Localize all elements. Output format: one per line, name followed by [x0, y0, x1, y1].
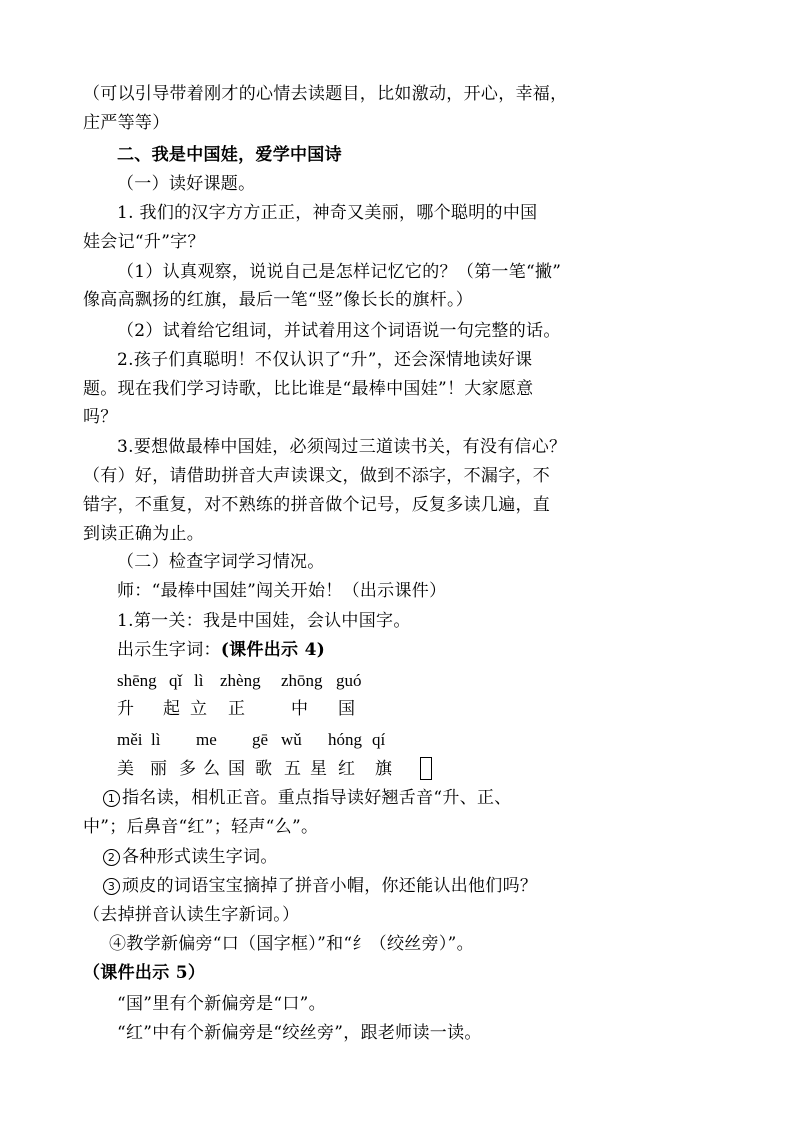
hanzi-item: 起: [163, 699, 180, 719]
hanzi-item: 正: [228, 699, 245, 719]
section-heading: 二、我是中国娃，爱学中国诗: [117, 145, 342, 165]
hanzi-item: 国: [228, 759, 245, 779]
pinyin-item: zhōng: [281, 671, 323, 690]
courseware-note: （课件出示 5）: [83, 963, 206, 983]
paragraph-line: 1.第一关：我是中国娃，会认中国字。: [117, 611, 411, 631]
paragraph-line: 3.要想做最棒中国娃，必须闯过三道读书关，有没有信心？: [117, 437, 567, 457]
paragraph-line: 吗？: [83, 407, 118, 427]
paragraph-line: 像高高飘扬的红旗，最后一笔“竖”像长长的旗杆。）: [83, 290, 474, 310]
hanzi-item: 丽: [150, 759, 167, 779]
paragraph-line: （1）认真观察，说说自己是怎样记忆它的？（第一笔“撇”: [117, 262, 562, 282]
pinyin-item: qǐ: [169, 671, 183, 690]
hanzi-item: 歌: [255, 759, 272, 779]
paragraph-line: 错字，不重复，对不熟练的拼音做个记号，反复多读几遍，直: [83, 495, 551, 515]
subsection-heading: （二）检查字词学习情况。: [117, 552, 325, 572]
hanzi-item: 五: [284, 759, 301, 779]
paragraph-line: 2.孩子们真聪明！不仅认识了“升”，还会深情地读好课: [117, 350, 533, 370]
paragraph-line: [103, 787, 512, 809]
hanzi-item: 立: [190, 699, 207, 719]
list-item-text: 顽皮的词语宝宝摘掉了拼音小帽，你还能认出他们吗？: [122, 876, 538, 896]
hanzi-item: 么: [203, 759, 220, 779]
hanzi-item: 国: [338, 699, 355, 719]
hanzi-item: 升: [117, 699, 134, 719]
paragraph-line: 题。现在我们学习诗歌，比比谁是“最棒中国娃”！大家愿意: [83, 379, 534, 399]
label-text: 出示生字词：: [117, 640, 221, 660]
paragraph-line: [117, 639, 325, 661]
paragraph-line: （2）试着给它组词，并试着用这个词语说一句完整的话。: [117, 321, 561, 341]
paragraph-line: “红”中有个新偏旁是“绞丝旁”，跟老师读一读。: [117, 1023, 482, 1043]
courseware-note: (课件出示 4): [220, 640, 326, 660]
circled-number-icon: 1: [103, 790, 120, 807]
paragraph-line: 师：“最棒中国娃”闯关开始！（出示课件）: [117, 581, 447, 601]
pinyin-item: wǔ: [281, 730, 302, 749]
list-item-text: 指名读，相机正音。重点指导读好翘舌音“升、正、: [122, 788, 512, 808]
pinyin-item: lì: [151, 730, 161, 749]
pinyin-item: qí: [372, 730, 386, 749]
hanzi-item: 旗: [375, 759, 392, 779]
paragraph-line: 中”；后鼻音“红”；轻声“么”。: [83, 817, 319, 837]
paragraph-line: ④教学新偏旁“口（国字框）”和“纟（绞丝旁）”。: [109, 934, 474, 954]
pinyin-item: me: [196, 730, 217, 749]
paragraph-line: （可以引导带着刚才的心情去读题目，比如激动，开心，幸福，: [83, 84, 568, 104]
paragraph-line: 娃会记“升”字？: [83, 232, 205, 252]
paragraph-line: （去掉拼音认读生字新词。）: [83, 905, 300, 925]
paragraph-line: [103, 875, 537, 897]
list-item-text: 各种形式读生字词。: [122, 847, 278, 867]
pinyin-item: měi: [117, 730, 143, 749]
hanzi-item: 中: [291, 699, 308, 719]
paragraph-line: “国”里有个新偏旁是“口”。: [117, 994, 326, 1014]
paragraph-line: 到读正确为止。: [83, 524, 205, 544]
hanzi-item: 美: [117, 759, 134, 779]
circled-number-icon: 3: [103, 878, 120, 895]
hanzi-item: 红: [338, 759, 355, 779]
hanzi-item: 多: [179, 759, 196, 779]
paragraph-line: 庄严等等）: [83, 113, 170, 133]
hanzi-item: 星: [310, 759, 327, 779]
text-cursor-box: [420, 757, 432, 780]
paragraph-line: 1. 我们的汉字方方正正，神奇又美丽，哪个聪明的中国: [117, 203, 538, 223]
pinyin-item: shēng: [117, 671, 157, 690]
pinyin-item: gē: [252, 730, 269, 749]
pinyin-item: hóng: [328, 730, 362, 749]
circled-number-icon: 2: [103, 849, 120, 866]
pinyin-item: zhèng: [220, 671, 261, 690]
pinyin-item: guó: [336, 671, 362, 690]
paragraph-line: （有）好，请借助拼音大声读课文，做到不添字，不漏字，不: [83, 466, 551, 486]
subsection-heading: （一）读好课题。: [117, 174, 256, 194]
pinyin-item: lì: [194, 671, 204, 690]
paragraph-line: [103, 846, 278, 868]
